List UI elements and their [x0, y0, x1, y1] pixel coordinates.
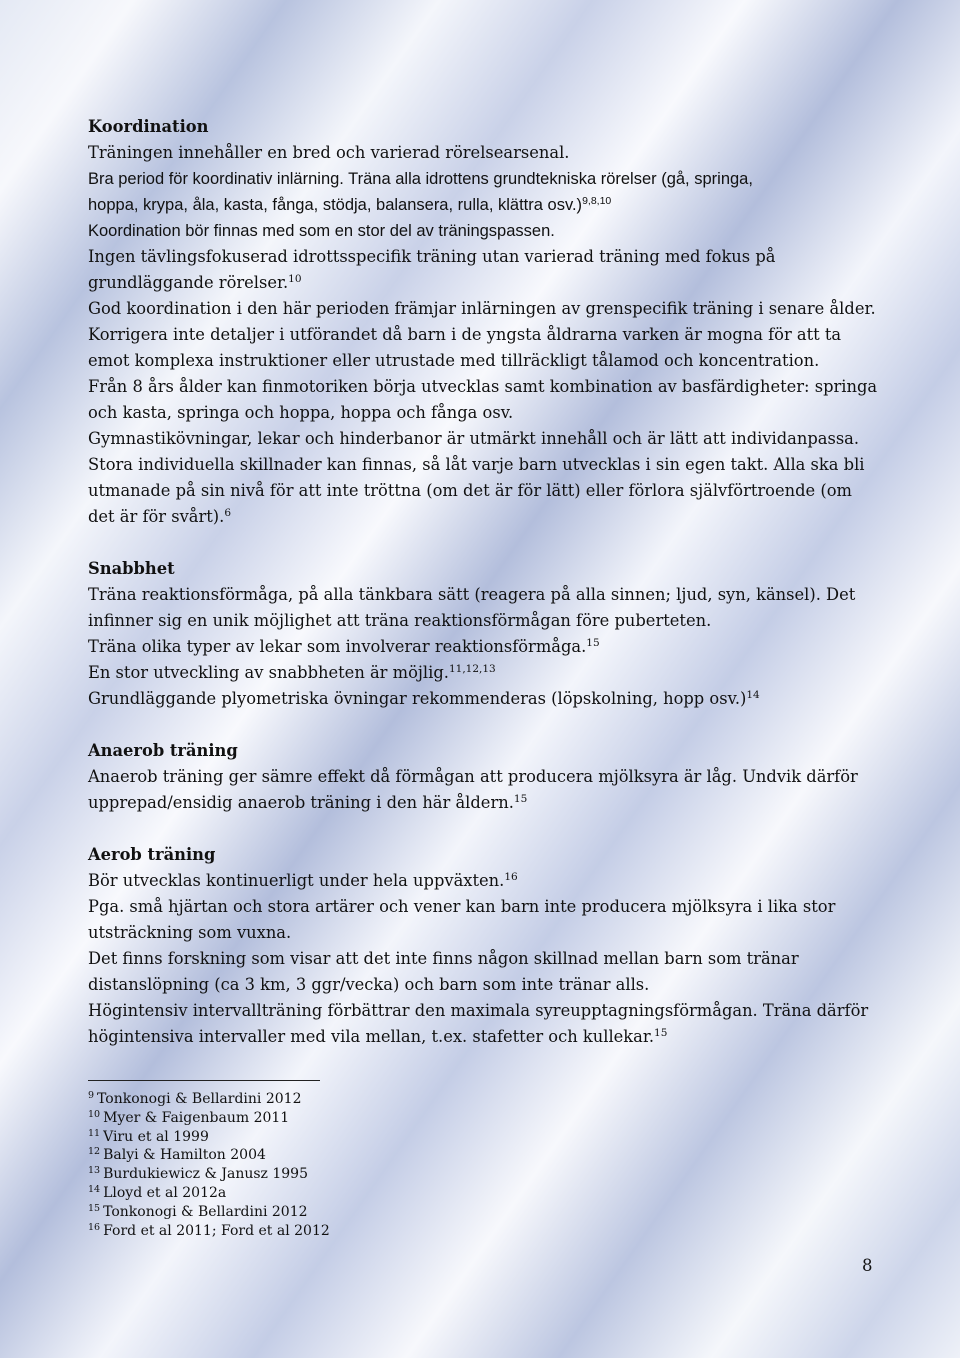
- footnote-number: 12: [88, 1146, 101, 1158]
- footnote-text: Lloyd et al 2012a: [103, 1184, 227, 1201]
- heading-snabbhet: Snabbhet: [88, 559, 175, 578]
- text-line: Koordination bör finnas med som en stor del av träningspassen.: [88, 222, 555, 240]
- footnote-ref: 15: [513, 793, 528, 805]
- text-line: Korrigera inte detaljer i utförandet då barn i de yngsta åldrarna varken är mogna för att ta: [88, 325, 842, 344]
- text-line: infinner sig en unik möjlighet att träna reaktionsförmågan före puberteten.: [88, 611, 712, 630]
- footnote-number: 15: [88, 1202, 101, 1214]
- footnote-separator: [88, 1080, 320, 1081]
- text-line: utmanade på sin nivå för att inte tröttna (om det är för lätt) eller förlora självförtroende (om: [88, 481, 852, 500]
- text-line: Från 8 års ålder kan finmotoriken börja utvecklas samt kombination av basfärdigheter: springa: [88, 377, 878, 396]
- text-line: Ingen tävlingsfokuserad idrottsspecifik träning utan varierad träning med fokus på: [88, 247, 776, 266]
- footnote-ref: 11,12,13: [448, 663, 496, 675]
- text-line: Träna reaktionsförmåga, på alla tänkbara sätt (reagera på alla sinnen; ljud, syn, känsel). Det: [88, 585, 856, 604]
- footnotes: [88, 1090, 330, 1240]
- footnote: [88, 1184, 330, 1203]
- page-number: 8: [862, 1256, 873, 1275]
- text-line: Gymnastikövningar, lekar och hinderbanor är utmärkt innehåll och är lätt att individanpassa.: [88, 429, 860, 448]
- text-line: grundläggande rörelser.$^{10}$: [88, 273, 302, 292]
- text-line: Träningen innehåller en bred och varierad rörelsearsenal.: [88, 143, 570, 162]
- footnote: [88, 1146, 330, 1165]
- footnote: [88, 1090, 330, 1109]
- heading-koordination: Koordination: [88, 117, 209, 136]
- text-line: hoppa, krypa, åla, kasta, fånga, stödja, balansera, rulla, klättra osv.)$^{9,8,10}$: [88, 195, 612, 214]
- footnote-ref: 16: [504, 871, 518, 883]
- footnote: [88, 1203, 330, 1222]
- footnote-ref: 15: [586, 637, 600, 649]
- footnote: [88, 1128, 330, 1147]
- footnote-ref: 15: [654, 1027, 668, 1039]
- footnote-ref: 10: [288, 273, 302, 285]
- footnote-text: Balyi & Hamilton 2004: [103, 1147, 266, 1164]
- text-line: En stor utveckling av snabbheten är möjlig.$^{11,12,13}$: [88, 663, 496, 682]
- footnote-text: Ford et al 2011; Ford et al 2012: [103, 1222, 330, 1239]
- heading-anaerob: Anaerob träning: [88, 741, 238, 760]
- text-line: Träna olika typer av lekar som involverar reaktionsförmåga.$^{15}$: [88, 637, 600, 656]
- text-line: God koordination i den här perioden främjar inlärningen av grenspecifik träning i senare ålder.: [88, 299, 876, 318]
- text-line: och kasta, springa och hoppa, hoppa och fånga osv.: [88, 403, 514, 422]
- text-line: Grundläggande plyometriska övningar rekommenderas (löpskolning, hopp osv.)$^{14}$: [88, 689, 760, 708]
- text-line: upprepad/ensidig anaerob träning i den här åldern.$^{15}$: [88, 793, 528, 812]
- text-line: högintensiva intervaller med vila mellan, t.ex. stafetter och kullekar.$^{15}$: [88, 1027, 668, 1046]
- text-line: Pga. små hjärtan och stora artärer och vener kan barn inte producera mjölksyra i lika stor: [88, 897, 836, 916]
- footnote-text: Viru et al 1999: [103, 1128, 209, 1145]
- footnote-number: 14: [88, 1183, 101, 1195]
- text-line: utsträckning som vuxna.: [88, 923, 292, 942]
- footnote-number: 13: [88, 1165, 101, 1177]
- text-line: distanslöpning (ca 3 km, 3 ggr/vecka) och barn som inte tränar alls.: [88, 975, 650, 994]
- footnote-text: Tonkonogi & Bellardini 2012: [97, 1091, 302, 1107]
- footnote-ref: 6: [224, 507, 232, 519]
- text-line: Anaerob träning ger sämre effekt då förmågan att producera mjölksyra är låg. Undvik därför: [88, 767, 858, 786]
- footnote-number: 16: [88, 1221, 101, 1233]
- footnote-text: Tonkonogi & Bellardini 2012: [103, 1203, 308, 1220]
- footnote-number: 11: [88, 1127, 101, 1139]
- footnote-ref: 9,8,10: [582, 195, 612, 207]
- footnote-ref: 14: [746, 689, 760, 701]
- footnote: [88, 1222, 330, 1241]
- footnote-number: 9: [88, 1090, 95, 1101]
- footnote-number: 10: [88, 1108, 101, 1120]
- page-body: [88, 114, 888, 1050]
- text-line: Det finns forskning som visar att det inte finns någon skillnad mellan barn som tränar: [88, 949, 799, 968]
- footnote: [88, 1109, 330, 1128]
- heading-aerob: Aerob träning: [88, 845, 216, 864]
- text-line: Stora individuella skillnader kan finnas, så låt varje barn utvecklas i sin egen takt. Alla ska bli: [88, 455, 865, 474]
- text-line: det är för svårt).$^6$: [88, 507, 232, 526]
- footnote-text: Burdukiewicz & Janusz 1995: [103, 1166, 308, 1183]
- text-line: Högintensiv intervallträning förbättrar den maximala syreupptagningsförmågan. Träna därför: [88, 1001, 869, 1020]
- text-line: Bör utvecklas kontinuerligt under hela uppväxten.$^{16}$: [88, 871, 518, 890]
- footnote-text: Myer & Faigenbaum 2011: [103, 1109, 290, 1126]
- text-line: emot komplexa instruktioner eller utrustade med tillräckligt tålamod och koncentration.: [88, 351, 820, 370]
- footnote: [88, 1165, 330, 1184]
- text-line: Bra period för koordinativ inlärning. Träna alla idrottens grundtekniska rörelser (gå, springa,: [88, 170, 753, 188]
